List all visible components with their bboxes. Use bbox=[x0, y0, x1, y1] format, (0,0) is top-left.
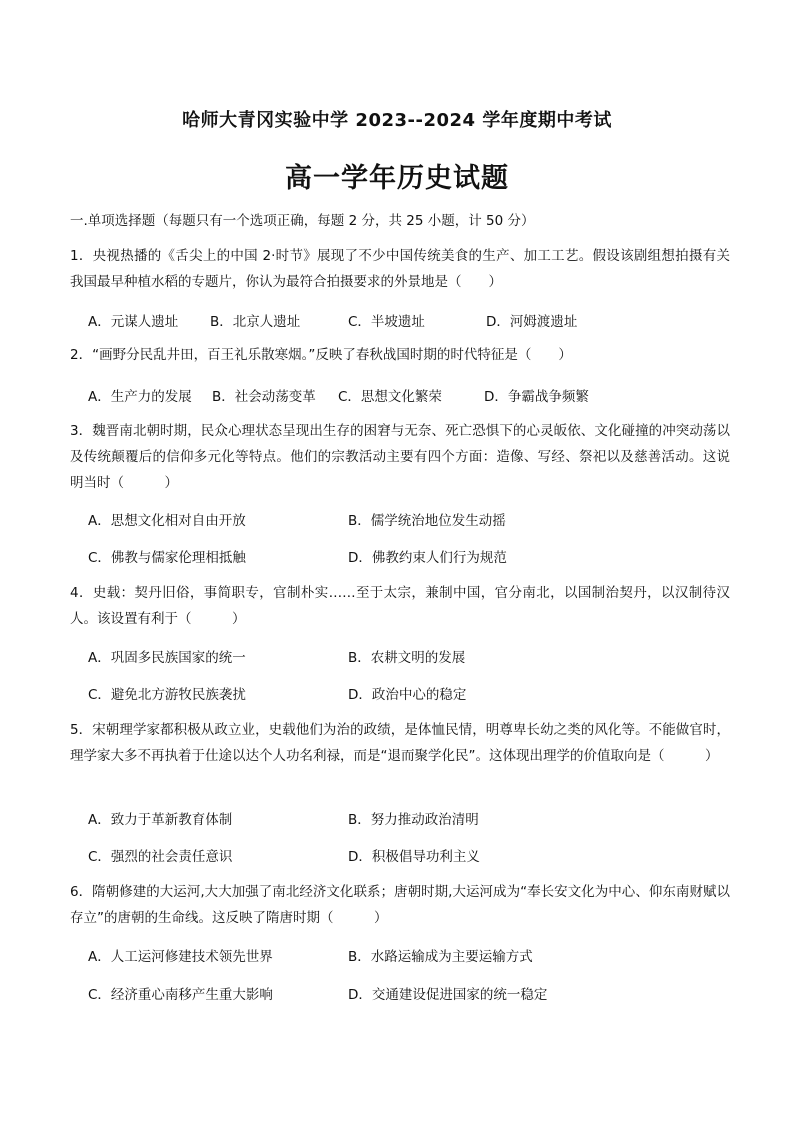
question-1-option-a: A．元谋人遗址 bbox=[88, 314, 179, 330]
question-3-options-row1 bbox=[88, 509, 728, 531]
question-6-option-a: A．人工运河修建技术领先世界 bbox=[88, 949, 273, 965]
question-3-stem: 3．魏晋南北朝时期，民众心理状态呈现出生存的困窘与无奈、死亡恐惧下的心灵皈依、文化碰撞的冲突动荡以及传统颠覆后的信仰多元化等特点。他们的宗教活动主要有四个方面：造像、写经、祭祀以及慈善活动。这说明当时（ ） bbox=[70, 423, 730, 491]
question-3-option-b: B．儒学统治地位发生动摇 bbox=[348, 513, 506, 529]
question-4-stem: 4．史载：契丹旧俗，事简职专，官制朴实……至于太宗，兼制中国，官分南北，以国制治契丹，以汉制待汉人。该设置有利于（ ） bbox=[70, 585, 730, 627]
question-4-option-c: C．避免北方游牧民族袭扰 bbox=[88, 687, 246, 703]
question-6-option-b: B．水路运输成为主要运输方式 bbox=[348, 949, 533, 965]
question-2-option-a: A．生产力的发展 bbox=[88, 389, 192, 405]
question-6-options-row2 bbox=[88, 983, 728, 1005]
question-6-option-c: C．经济重心南移产生重大影响 bbox=[88, 987, 273, 1003]
question-5-stem: 5．宋朝理学家都积极从政立业，史载他们为治的政绩，是体恤民情，明尊卑长幼之类的风化等。不能做官时，理学家大多不再执着于仕途以达个人功名利禄，而是“退而聚学化民”。这体现出理学的价值取向是（ ） bbox=[70, 722, 730, 764]
question-2-option-b: B．社会动荡变革 bbox=[212, 389, 316, 405]
question-4-option-b: B．农耕文明的发展 bbox=[348, 650, 466, 666]
question-1-option-c: C．半坡遗址 bbox=[348, 314, 425, 330]
question-5-option-c: C．强烈的社会责任意识 bbox=[88, 849, 233, 865]
question-2-option-d: D．争霸战争频繁 bbox=[484, 389, 589, 405]
question-5-option-b: B．努力推动政治清明 bbox=[348, 812, 479, 828]
question-6-stem: 6．隋朝修建的大运河,大大加强了南北经济文化联系；唐朝时期,大运河成为“奉长安文化为中心、仰东南财赋以存立”的唐朝的生命线。这反映了隋唐时期（ ） bbox=[70, 884, 730, 926]
question-3-options-row2 bbox=[88, 546, 728, 568]
exam-title: 哈师大青冈实验中学 2023--2024 学年度期中考试 bbox=[182, 110, 612, 131]
question-5-option-a: A．致力于革新教育体制 bbox=[88, 812, 233, 828]
question-2-options bbox=[88, 385, 728, 407]
question-4-options-row1 bbox=[88, 646, 728, 668]
question-3-option-c: C．佛教与儒家伦理相抵触 bbox=[88, 550, 246, 566]
exam-subtitle: 高一学年历史试题 bbox=[285, 163, 509, 194]
question-1-options bbox=[88, 310, 728, 332]
question-3-option-d: D．佛教约束人们行为规范 bbox=[348, 550, 507, 566]
question-2-stem: 2．“画野分民乱井田，百王礼乐散寒烟。”反映了春秋战国时期的时代特征是（ ） bbox=[70, 347, 572, 363]
question-6-options-row1 bbox=[88, 945, 728, 967]
section-heading: 一.单项选择题（每题只有一个选项正确，每题 2 分，共 25 小题，计 50 分） bbox=[70, 213, 535, 229]
question-4-option-d: D．政治中心的稳定 bbox=[348, 687, 467, 703]
question-1-option-d: D．河姆渡遗址 bbox=[486, 314, 578, 330]
question-4-option-a: A．巩固多民族国家的统一 bbox=[88, 650, 246, 666]
question-2-option-c: C．思想文化繁荣 bbox=[338, 389, 442, 405]
question-5-options-row2 bbox=[88, 845, 728, 867]
question-3-option-a: A．思想文化相对自由开放 bbox=[88, 513, 246, 529]
question-1-stem: 1．央视热播的《舌尖上的中国 2·时节》展现了不少中国传统美食的生产、加工工艺。假设该剧组想拍摄有关我国最早种植水稻的专题片，你认为最符合拍摄要求的外景地是（ ） bbox=[70, 248, 730, 290]
question-5-options-row1 bbox=[88, 808, 728, 830]
question-1-option-b: B．北京人遗址 bbox=[210, 314, 301, 330]
question-6-option-d: D．交通建设促进国家的统一稳定 bbox=[348, 987, 548, 1003]
question-4-options-row2 bbox=[88, 683, 728, 705]
question-5-option-d: D．积极倡导功利主义 bbox=[348, 849, 480, 865]
